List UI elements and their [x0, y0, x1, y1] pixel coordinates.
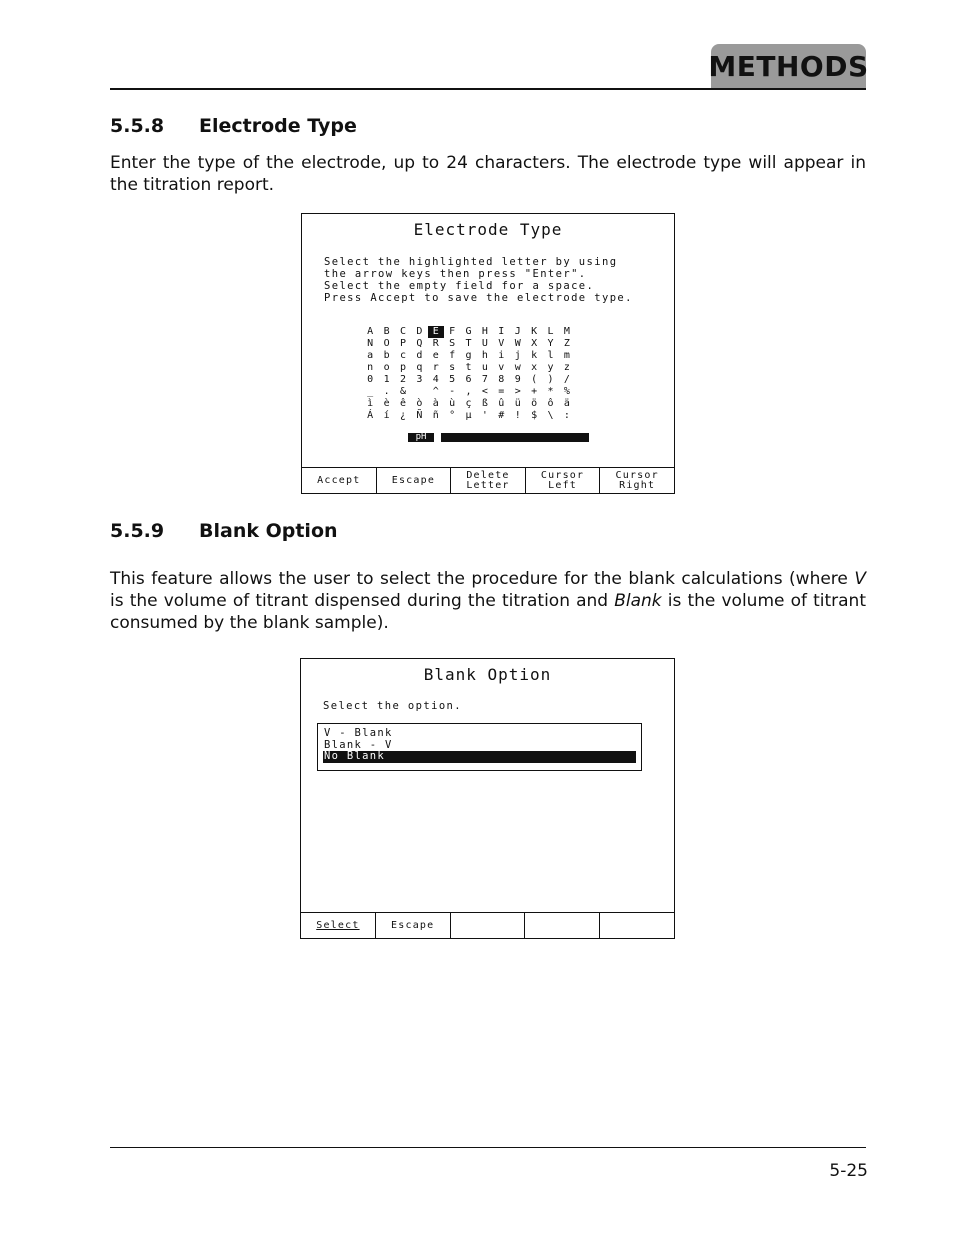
character-cell[interactable]: .	[383, 386, 390, 397]
section-number: 5.5.9	[110, 520, 165, 542]
character-cell[interactable]: E	[428, 326, 444, 338]
softkey-bar	[301, 467, 675, 494]
character-cell[interactable]: X	[531, 338, 538, 349]
character-cell[interactable]: b	[383, 350, 390, 361]
character-cell[interactable]: q	[416, 362, 423, 373]
option-v-minus-blank[interactable]: V - Blank	[324, 727, 393, 739]
character-cell[interactable]: 2	[399, 374, 406, 385]
character-row	[362, 350, 575, 362]
cursor-left-button[interactable]: Cursor Left	[526, 468, 601, 493]
character-cell[interactable]: d	[416, 350, 423, 361]
escape-button[interactable]: Escape	[376, 913, 451, 938]
character-cell[interactable]: N	[367, 338, 374, 349]
character-cell[interactable]: u	[481, 362, 488, 373]
character-cell[interactable]: ä	[563, 398, 570, 409]
character-cell[interactable]: G	[465, 326, 472, 337]
character-cell[interactable]: °	[449, 410, 456, 421]
character-cell[interactable]: s	[449, 362, 456, 373]
character-cell[interactable]: 6	[465, 374, 472, 385]
section-title: Electrode Type	[199, 115, 357, 137]
character-cell[interactable]: \	[547, 410, 554, 421]
character-cell[interactable]: #	[498, 410, 505, 421]
character-cell[interactable]: w	[514, 362, 521, 373]
softkey-5[interactable]	[600, 913, 674, 938]
character-cell[interactable]: ê	[399, 398, 406, 409]
softkey-3[interactable]	[451, 913, 526, 938]
character-cell[interactable]: Y	[547, 338, 554, 349]
character-cell[interactable]: U	[481, 338, 488, 349]
character-cell[interactable]: C	[399, 326, 406, 337]
character-row	[362, 386, 575, 398]
character-cell[interactable]: >	[514, 386, 521, 397]
character-cell[interactable]: ñ	[432, 410, 439, 421]
character-cell[interactable]: W	[514, 338, 521, 349]
character-cell[interactable]: !	[514, 410, 521, 421]
character-cell[interactable]: ß	[481, 398, 488, 409]
body-text: is the volume of titrant consumed by the blank sample).	[110, 591, 866, 633]
accept-button[interactable]: Accept	[302, 468, 377, 493]
character-cell[interactable]: Á	[367, 410, 374, 421]
character-cell[interactable]: 7	[481, 374, 488, 385]
chapter-tab: METHODS	[711, 44, 866, 88]
character-cell[interactable]: 1	[383, 374, 390, 385]
footer-rule	[110, 1147, 866, 1148]
character-cell[interactable]: l	[547, 350, 554, 361]
character-cell[interactable]: i	[498, 350, 505, 361]
escape-button[interactable]: Escape	[377, 468, 452, 493]
screen-prompt: Select the option.	[323, 700, 462, 712]
character-cell[interactable]: ô	[547, 398, 554, 409]
character-cell[interactable]: ¿	[399, 410, 406, 421]
character-cell[interactable]: 4	[432, 374, 439, 385]
section-heading-blank-option	[110, 520, 338, 542]
character-cell[interactable]: ç	[465, 398, 472, 409]
character-cell[interactable]: H	[481, 326, 488, 337]
character-cell[interactable]: 3	[416, 374, 423, 385]
select-label: Select	[316, 919, 360, 931]
character-row	[362, 374, 575, 386]
cursor-right-button[interactable]: Cursor Right	[615, 469, 659, 491]
character-cell[interactable]: e	[432, 350, 439, 361]
blank-option-list	[317, 723, 642, 771]
character-row	[362, 398, 575, 410]
character-cell[interactable]: y	[547, 362, 554, 373]
screen-instructions: Select the highlighted letter by using the arrow keys then press "Enter". Select the empty field for a space. Press Accept to save the electrode type.	[324, 256, 633, 304]
character-cell[interactable]: a	[367, 350, 374, 361]
character-cell[interactable]: J	[514, 326, 521, 337]
character-row	[362, 362, 575, 374]
character-row	[362, 410, 575, 422]
delete-letter-button[interactable]: Delete Letter	[451, 468, 526, 493]
character-cell[interactable]: =	[498, 386, 505, 397]
character-cell[interactable]: 5	[449, 374, 456, 385]
character-cell[interactable]: O	[383, 338, 390, 349]
character-cell[interactable]: à	[432, 398, 439, 409]
character-cell[interactable]: Q	[416, 338, 423, 349]
character-cell[interactable]: )	[547, 374, 554, 385]
character-cell[interactable]: o	[383, 362, 390, 373]
character-cell[interactable]: j	[514, 350, 521, 361]
section-body: Enter the type of the electrode, up to 24 characters. The electrode type will appear in the titration report.	[110, 153, 866, 195]
character-cell[interactable]: Z	[563, 338, 570, 349]
character-cell[interactable]: (	[531, 374, 538, 385]
character-cell[interactable]: A	[367, 326, 374, 337]
character-cell[interactable]: T	[465, 338, 472, 349]
softkey-bar	[300, 912, 675, 939]
body-text: This feature allows the user to select the procedure for the blank calculations (where	[110, 569, 855, 589]
option-blank-minus-v[interactable]: Blank - V	[324, 738, 393, 751]
character-cell[interactable]: û	[498, 398, 505, 409]
screen-title: Blank Option	[423, 665, 552, 684]
character-cell[interactable]: t	[465, 362, 472, 373]
screen-title: Electrode Type	[413, 220, 563, 239]
character-cell[interactable]: F	[449, 326, 456, 337]
electrode-type-screen	[301, 213, 675, 494]
character-cell[interactable]: P	[399, 338, 406, 349]
character-cell[interactable]: :	[563, 410, 570, 421]
character-cell[interactable]: 9	[514, 374, 521, 385]
section-number: 5.5.8	[110, 115, 165, 137]
character-cell[interactable]: R	[432, 338, 439, 349]
character-cell[interactable]: ù	[449, 398, 456, 409]
character-cell[interactable]: ^	[432, 386, 439, 397]
body-emphasis-v: V	[854, 569, 866, 589]
character-cell[interactable]: I	[498, 326, 505, 337]
character-cell[interactable]: Ñ	[416, 410, 423, 421]
select-button[interactable]	[301, 913, 376, 938]
character-cell[interactable]: K	[531, 326, 538, 337]
character-cell[interactable]: M	[563, 326, 570, 337]
character-cell[interactable]: f	[449, 350, 456, 361]
character-cell[interactable]: z	[563, 362, 570, 373]
entry-field-remaining	[441, 433, 589, 442]
character-grid[interactable]	[362, 326, 575, 422]
character-cell[interactable]: ö	[531, 398, 538, 409]
character-cell[interactable]: +	[531, 386, 538, 397]
character-cell[interactable]: í	[383, 410, 390, 421]
header-rule	[110, 88, 866, 90]
character-cell[interactable]: &	[399, 386, 406, 397]
character-cell[interactable]: /	[563, 374, 570, 385]
character-cell[interactable]: $	[531, 410, 538, 421]
section-title: Blank Option	[199, 520, 338, 542]
body-emphasis-blank: Blank	[614, 591, 662, 611]
option-no-blank[interactable]: No Blank	[323, 751, 636, 763]
character-cell[interactable]: m	[563, 350, 570, 361]
character-cell[interactable]: 8	[498, 374, 505, 385]
character-cell[interactable]: ì	[367, 398, 374, 409]
character-cell[interactable]: g	[465, 350, 472, 361]
character-cell[interactable]: ,	[465, 386, 472, 397]
character-cell[interactable]: -	[449, 386, 456, 397]
character-cell[interactable]: k	[531, 350, 538, 361]
page-number: 5-25	[829, 1161, 868, 1181]
character-row	[362, 338, 575, 350]
section-body	[110, 568, 866, 634]
character-cell[interactable]: n	[367, 362, 374, 373]
character-cell[interactable]: '	[481, 410, 488, 421]
character-row	[362, 326, 575, 338]
character-cell[interactable]: è	[383, 398, 390, 409]
character-cell[interactable]: p	[399, 362, 406, 373]
softkey-4[interactable]	[525, 913, 600, 938]
character-cell[interactable]: L	[547, 326, 554, 337]
character-cell[interactable]: D	[416, 326, 423, 337]
character-cell[interactable]: _	[367, 386, 374, 397]
character-cell[interactable]: S	[449, 338, 456, 349]
character-cell[interactable]: ò	[416, 398, 423, 409]
character-cell[interactable]: 0	[367, 374, 374, 385]
character-cell[interactable]: µ	[465, 410, 472, 421]
character-cell[interactable]: r	[432, 362, 439, 373]
body-text: is the volume of titrant dispensed during the titration and	[110, 591, 615, 611]
character-cell[interactable]: x	[531, 362, 538, 373]
blank-option-screen	[300, 658, 675, 939]
character-cell[interactable]: %	[563, 386, 570, 397]
character-cell[interactable]: B	[383, 326, 390, 337]
character-cell[interactable]: V	[498, 338, 505, 349]
character-cell[interactable]: ü	[514, 398, 521, 409]
character-cell[interactable]: *	[547, 386, 554, 397]
electrode-type-entry[interactable]: pH	[408, 433, 434, 442]
character-cell[interactable]	[411, 386, 427, 398]
character-cell[interactable]: v	[498, 362, 505, 373]
character-cell[interactable]: c	[399, 350, 406, 361]
section-heading-electrode-type	[110, 115, 357, 137]
character-cell[interactable]: h	[481, 350, 488, 361]
character-cell[interactable]: <	[481, 386, 488, 397]
